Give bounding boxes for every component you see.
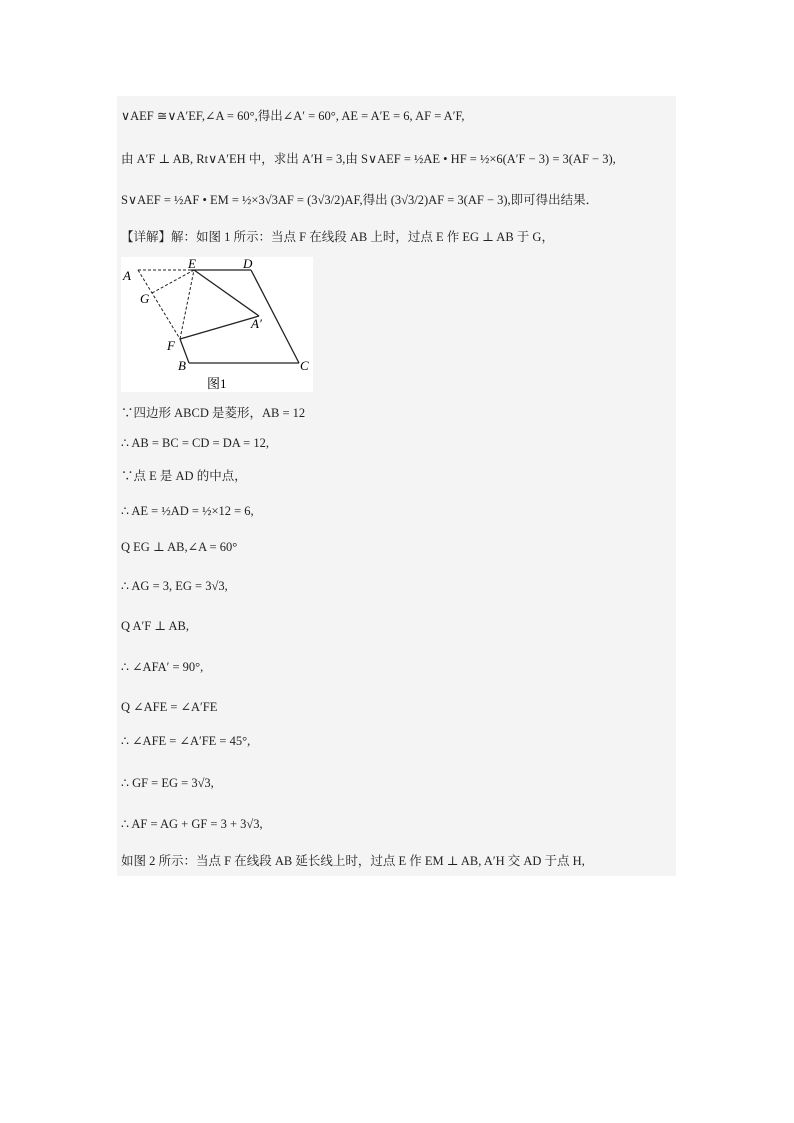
text-line-6 [121,435,269,451]
text-line-15 [121,775,214,791]
text-line-7 [121,468,247,484]
line-17-text: 如图 2 所示：当点 F 在线段 AB 延长线上时，过点 E 作 EM ⊥ AB, A′H 交 AD 于点 H, [121,854,585,868]
text-line-5 [121,405,305,421]
line-11-text: Q A′F ⊥ AB, [121,619,189,633]
line-12-text: ∴ ∠AFA′ = 90°, [121,660,204,674]
label-A-prime: A′ [251,316,262,331]
text-line-2 [121,151,616,167]
text-line-9 [121,539,237,555]
text-line-13 [121,699,217,715]
label-C: C [300,358,309,373]
text-line-3 [121,192,598,208]
line-9-text: Q EG ⊥ AB,∠A = 60° [121,540,238,554]
text-line-1 [121,108,465,124]
line-16-text: ∴ AF = AG + GF = 3 + 3√3, [121,817,263,831]
text-line-16 [121,816,263,832]
text-line-10 [121,578,228,594]
line-7-text: ∵点 E 是 AD 的中点， [121,469,247,483]
label-D: D [243,257,253,271]
detail-heading-line [121,229,554,245]
text-line-12 [121,659,203,675]
label-G: G [140,291,150,306]
line-8-text: ∴ AE = ½AD = ½×12 = 6, [121,504,254,518]
line-6-text: ∴ AB = BC = CD = DA = 12, [121,436,269,450]
line-1-text: ∨AEF ≅∨A′EF,∠A = 60°,得出∠A′ = 60°, AE = A′E = 6, AF = A′F, [121,109,465,123]
content-panel [117,96,676,876]
line-10-text: ∴ AG = 3, EG = 3√3, [121,579,228,593]
line-14-text: ∴ ∠AFE = ∠A′FE = 45°, [121,734,251,748]
line-3-text: S∨AEF = ½AF • EM = ½×3√3AF = (3√3/2)AF,得出 (3√3/2)AF = 3(AF − 3),即可得出结果． [121,193,599,207]
label-F: F [167,338,175,353]
figure-1 [121,257,313,392]
label-E: E [188,257,196,271]
text-line-17 [121,853,585,869]
line-2-text: 由 A′F ⊥ AB, Rt∨A′EH 中，求出 A′H = 3,由 S∨AEF = ½AE • HF = ½×6(A′F − 3) = 3(AF − 3), [121,152,616,166]
line-15-text: ∴ GF = EG = 3√3, [121,776,214,790]
label-A: A [123,268,131,283]
line-5-text: ∵四边形 ABCD 是菱形，AB = 12 [121,406,306,420]
line-4-text: 【详解】解：如图 1 所示：当点 F 在线段 AB 上时，过点 E 作 EG ⊥ AB 于 G， [121,230,554,244]
line-13-text: Q ∠AFE = ∠A′FE [121,700,218,714]
text-line-8 [121,503,254,519]
figure-caption: 图1 [207,376,227,391]
rhombus-diagram [121,257,313,392]
label-B: B [178,358,186,373]
text-line-11 [121,618,189,634]
text-line-14 [121,733,250,749]
